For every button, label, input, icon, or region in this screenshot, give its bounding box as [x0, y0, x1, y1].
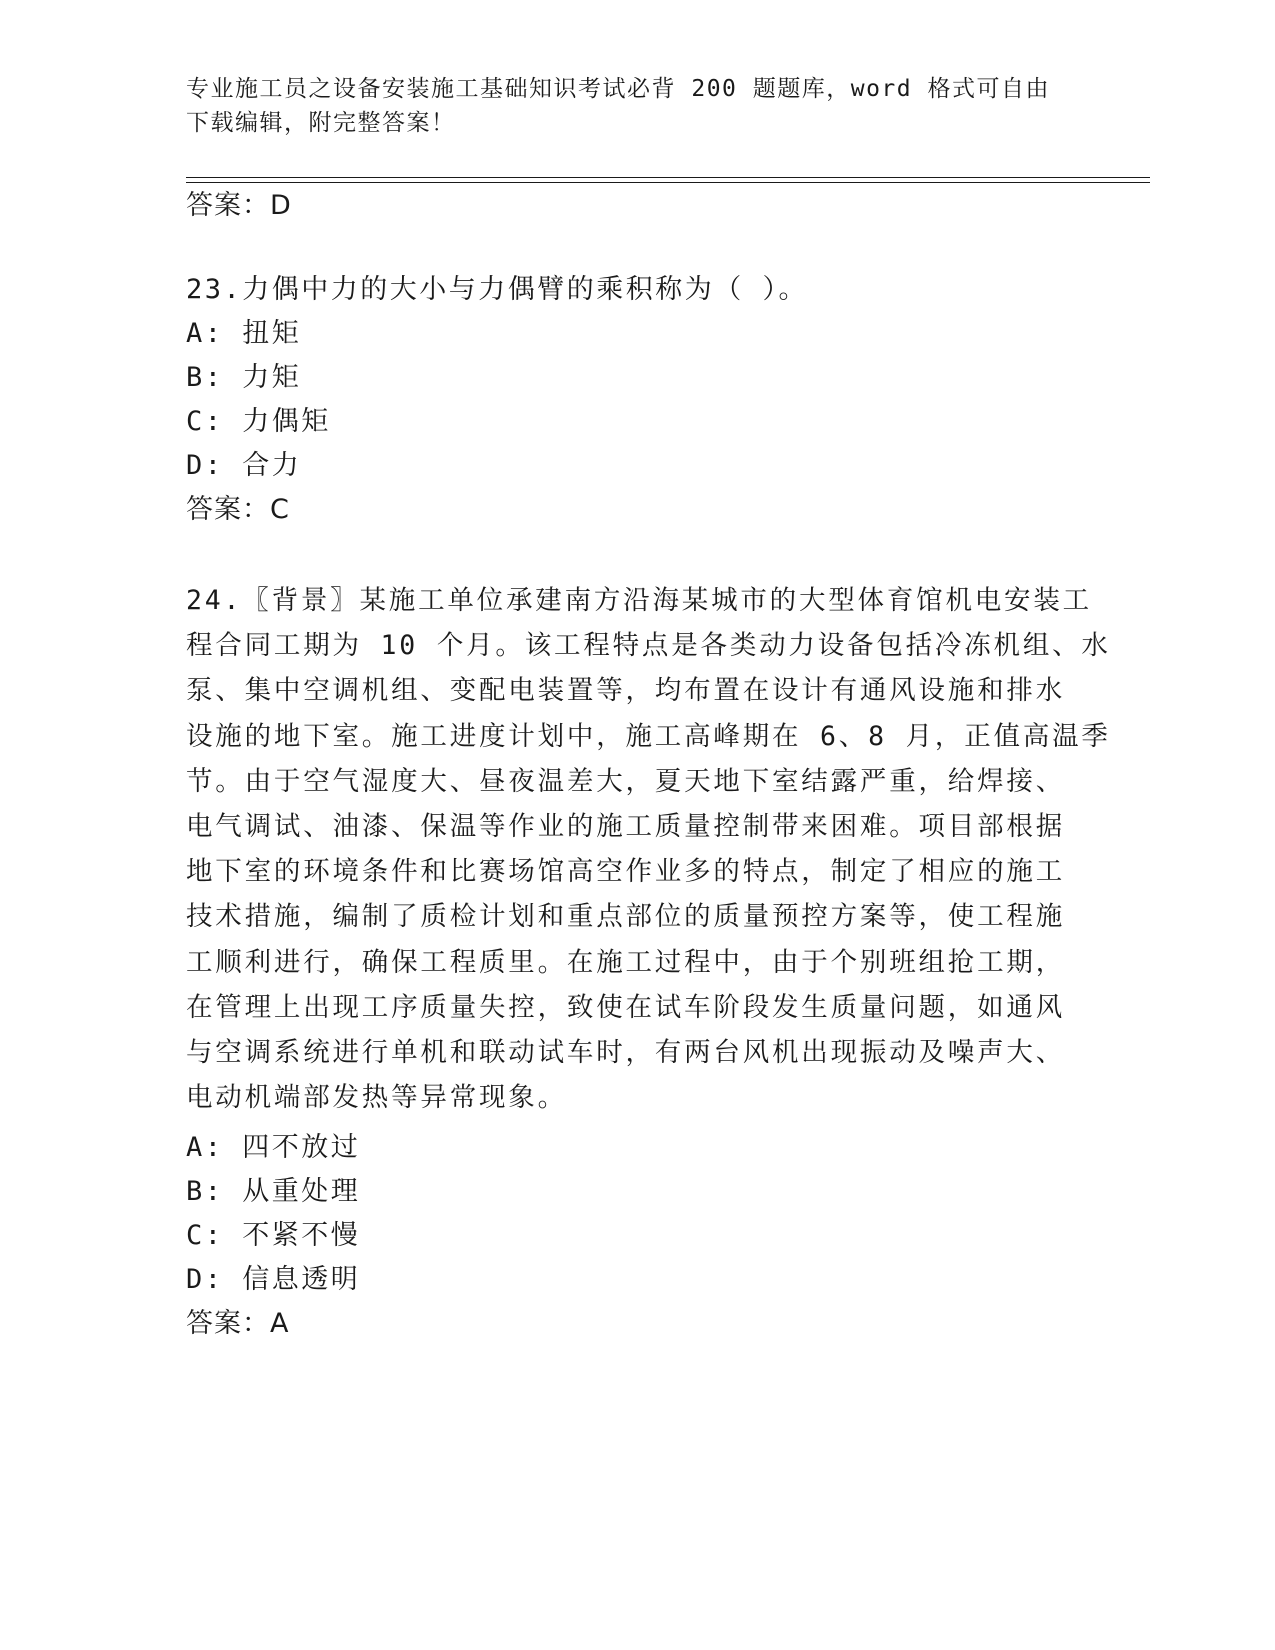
question-24	[186, 578, 1111, 1120]
question-23: 23.力偶中力的大小与力偶臂的乘积称为（ ）。	[186, 274, 809, 305]
q24-line: 工顺利进行，确保工程质里。在施工过程中，由于个别班组抢工期，	[186, 946, 1065, 978]
q24-answer: 答案：A	[186, 1308, 290, 1339]
q23-answer: 答案：C	[186, 494, 290, 525]
q23-option-c: C: 力偶矩	[186, 406, 331, 437]
q24-line: 节。由于空气湿度大、昼夜温差大，夏天地下室结露严重，给焊接、	[186, 765, 1065, 797]
q23-option-d: D: 合力	[186, 450, 302, 481]
q24-line: 泵、集中空调机组、变配电装置等，均布置在设计有通风设施和排水	[186, 675, 1065, 707]
q24-line: 设施的地下室。施工进度计划中，施工高峰期在 6、8 月，正值高温季	[186, 720, 1111, 752]
q24-option-a: A: 四不放过	[186, 1132, 361, 1163]
q24-option-c: C: 不紧不慢	[186, 1220, 361, 1251]
q24-line: 技术措施，编制了质检计划和重点部位的质量预控方案等，使工程施	[186, 901, 1065, 933]
header-rule-top	[186, 177, 1150, 178]
q24-line: 程合同工期为 10 个月。该工程特点是各类动力设备包括冷冻机组、水	[186, 630, 1111, 662]
answer-prev: 答案：D	[186, 190, 292, 221]
q24-line: 地下室的环境条件和比赛场馆高空作业多的特点，制定了相应的施工	[186, 856, 1065, 888]
q24-line: 电气调试、油漆、保温等作业的施工质量控制带来困难。项目部根据	[186, 811, 1065, 843]
q24-option-d: D: 信息透明	[186, 1264, 361, 1295]
document-header: 专业施工员之设备安装施工基础知识考试必背 200 题题库，word 格式可自由下载编辑，附完整答案！	[186, 76, 1050, 136]
q23-option-a: A: 扭矩	[186, 318, 302, 349]
header-rule-bottom	[186, 182, 1150, 183]
q24-line: 在管理上出现工序质量失控，致使在试车阶段发生质量问题，如通风	[186, 991, 1065, 1023]
q24-line: 电动机端部发热等异常现象。	[186, 1082, 567, 1114]
q24-line: 与空调系统进行单机和联动试车时，有两台风机出现振动及噪声大、	[186, 1037, 1065, 1069]
q23-option-b: B: 力矩	[186, 362, 302, 393]
q24-option-b: B: 从重处理	[186, 1176, 361, 1207]
q24-line: 24.〖背景〗某施工单位承建南方沿海某城市的大型体育馆机电安装工	[186, 585, 1092, 616]
